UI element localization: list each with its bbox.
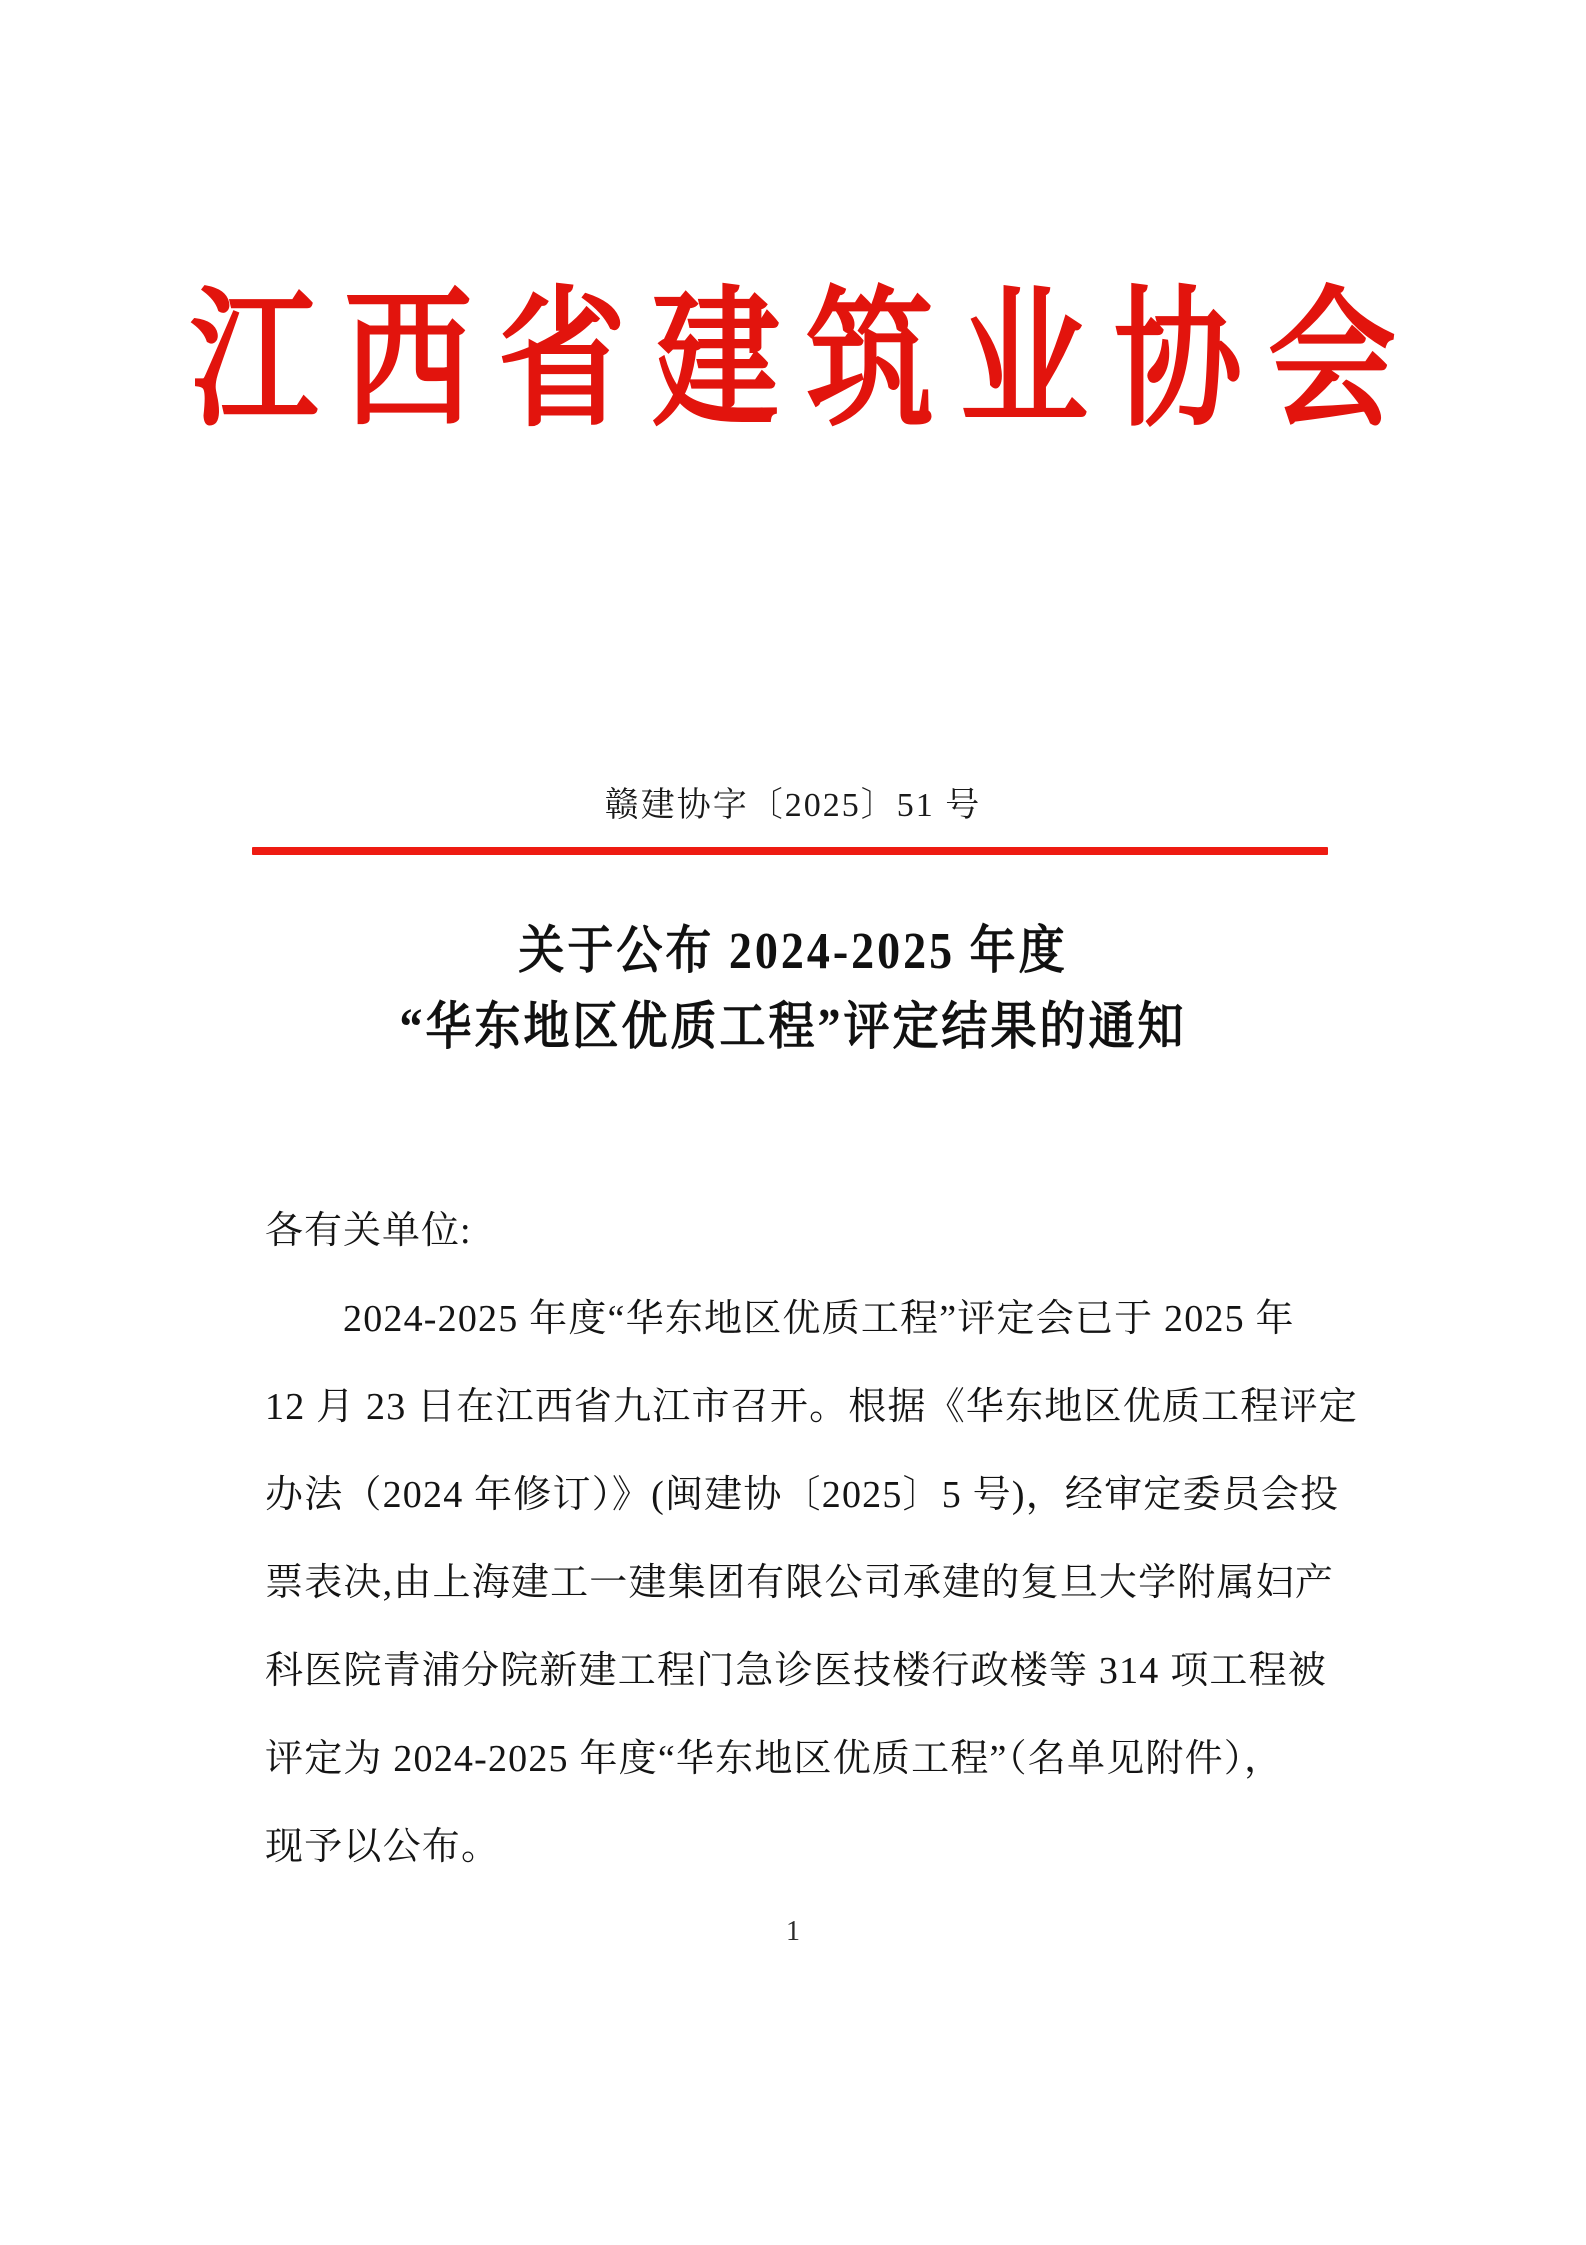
body-line: 评定为 2024-2025 年度“华东地区优质工程”（名单见附件）， [265, 1738, 1284, 1780]
body-line: 12 月 23 日在江西省九江市召开。根据《华东地区优质工程评定 [265, 1386, 1358, 1428]
red-separator-rule [252, 847, 1328, 855]
body-line: 2024-2025 年度“华东地区优质工程”评定会已于 2025 年 [343, 1298, 1295, 1340]
body-line: 办法（2024 年修订）》(闽建协〔2025〕5 号)，经审定委员会投 [265, 1474, 1340, 1516]
masthead [0, 277, 1586, 445]
title-line-1: 关于公布 2024-2025 年度 [518, 921, 1068, 979]
body-line: 科医院青浦分院新建工程门急诊医技楼行政楼等 314 项工程被 [265, 1650, 1328, 1692]
salutation: 各有关单位: [265, 1210, 472, 1252]
document-number: 赣建协字〔2025〕51 号 [604, 787, 982, 824]
title-line-2: “华东地区优质工程”评定结果的通知 [399, 997, 1187, 1055]
page-number: 1 [786, 1916, 800, 1947]
body-line: 现予以公布。 [265, 1826, 501, 1868]
body-line: 票表决,由上海建工一建集团有限公司承建的复旦大学附属妇产 [265, 1562, 1335, 1604]
organization-name: 江西省建筑业协会 [189, 277, 1422, 445]
document-title [160, 913, 1426, 1065]
document-body [265, 1187, 1358, 1891]
